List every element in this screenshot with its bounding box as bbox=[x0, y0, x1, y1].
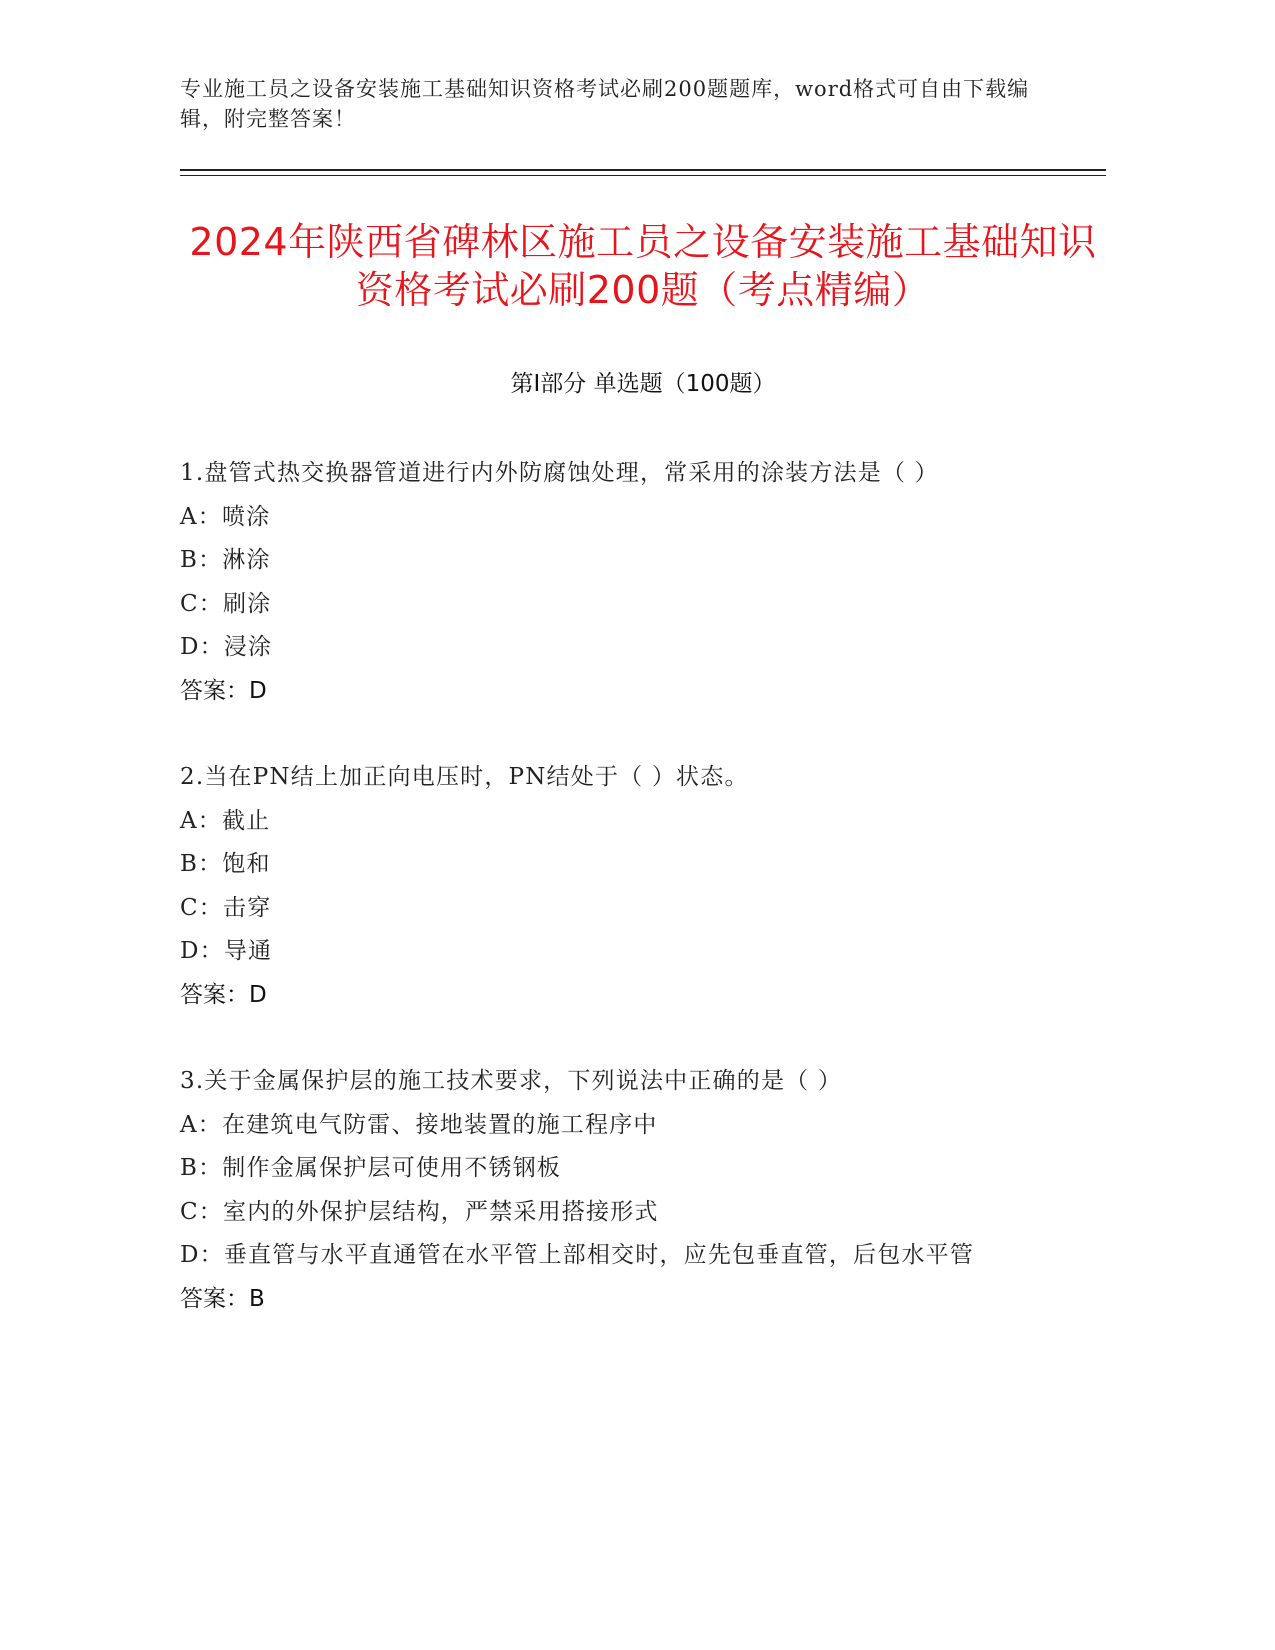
question-list bbox=[180, 452, 1050, 1364]
question-option: A：在建筑电气防雷、接地装置的施工程序中 bbox=[180, 1111, 658, 1138]
question-item bbox=[180, 756, 1050, 1017]
question-option: D：导通 bbox=[180, 938, 273, 964]
question-answer: 答案：D bbox=[180, 981, 267, 1008]
question-option: C：刷涂 bbox=[180, 590, 272, 617]
question-option: C：击穿 bbox=[180, 894, 272, 921]
question-option: D：浸涂 bbox=[180, 634, 273, 660]
question-item bbox=[180, 452, 1050, 713]
question-answer: 答案：D bbox=[180, 677, 267, 704]
question-option: B：制作金属保护层可使用不锈钢板 bbox=[180, 1155, 562, 1181]
question-option: D：垂直管与水平直通管在水平管上部相交时，应先包垂直管，后包水平管 bbox=[180, 1242, 975, 1268]
section-heading: 第Ⅰ部分 单选题（100题） bbox=[510, 371, 776, 397]
question-item bbox=[180, 1060, 1050, 1321]
question-stem: 2.当在PN结上加正向电压时，PN结处于（ ）状态。 bbox=[180, 764, 749, 790]
question-option: B：淋涂 bbox=[180, 547, 271, 573]
header-note: 专业施工员之设备安装施工基础知识资格考试必刷200题题库，word格式可自由下载编辑，附完整答案！ bbox=[180, 77, 1030, 131]
question-stem: 3.关于金属保护层的施工技术要求，下列说法中正确的是（ ） bbox=[180, 1068, 843, 1094]
question-option: A：截止 bbox=[180, 807, 271, 834]
question-option: A：喷涂 bbox=[180, 503, 271, 530]
question-option: B：饱和 bbox=[180, 851, 271, 877]
document-title: 2024年陕西省碑林区施工员之设备安装施工基础知识资格考试必刷200题（考点精编） bbox=[189, 220, 1097, 312]
header-divider-thick bbox=[180, 169, 1106, 171]
question-stem: 1.盘管式热交换器管道进行内外防腐蚀处理，常采用的涂装方法是（ ） bbox=[180, 460, 939, 486]
question-answer: 答案：B bbox=[180, 1285, 265, 1312]
header-divider-thin bbox=[180, 175, 1106, 176]
question-option: C：室内的外保护层结构，严禁采用搭接形式 bbox=[180, 1198, 659, 1225]
